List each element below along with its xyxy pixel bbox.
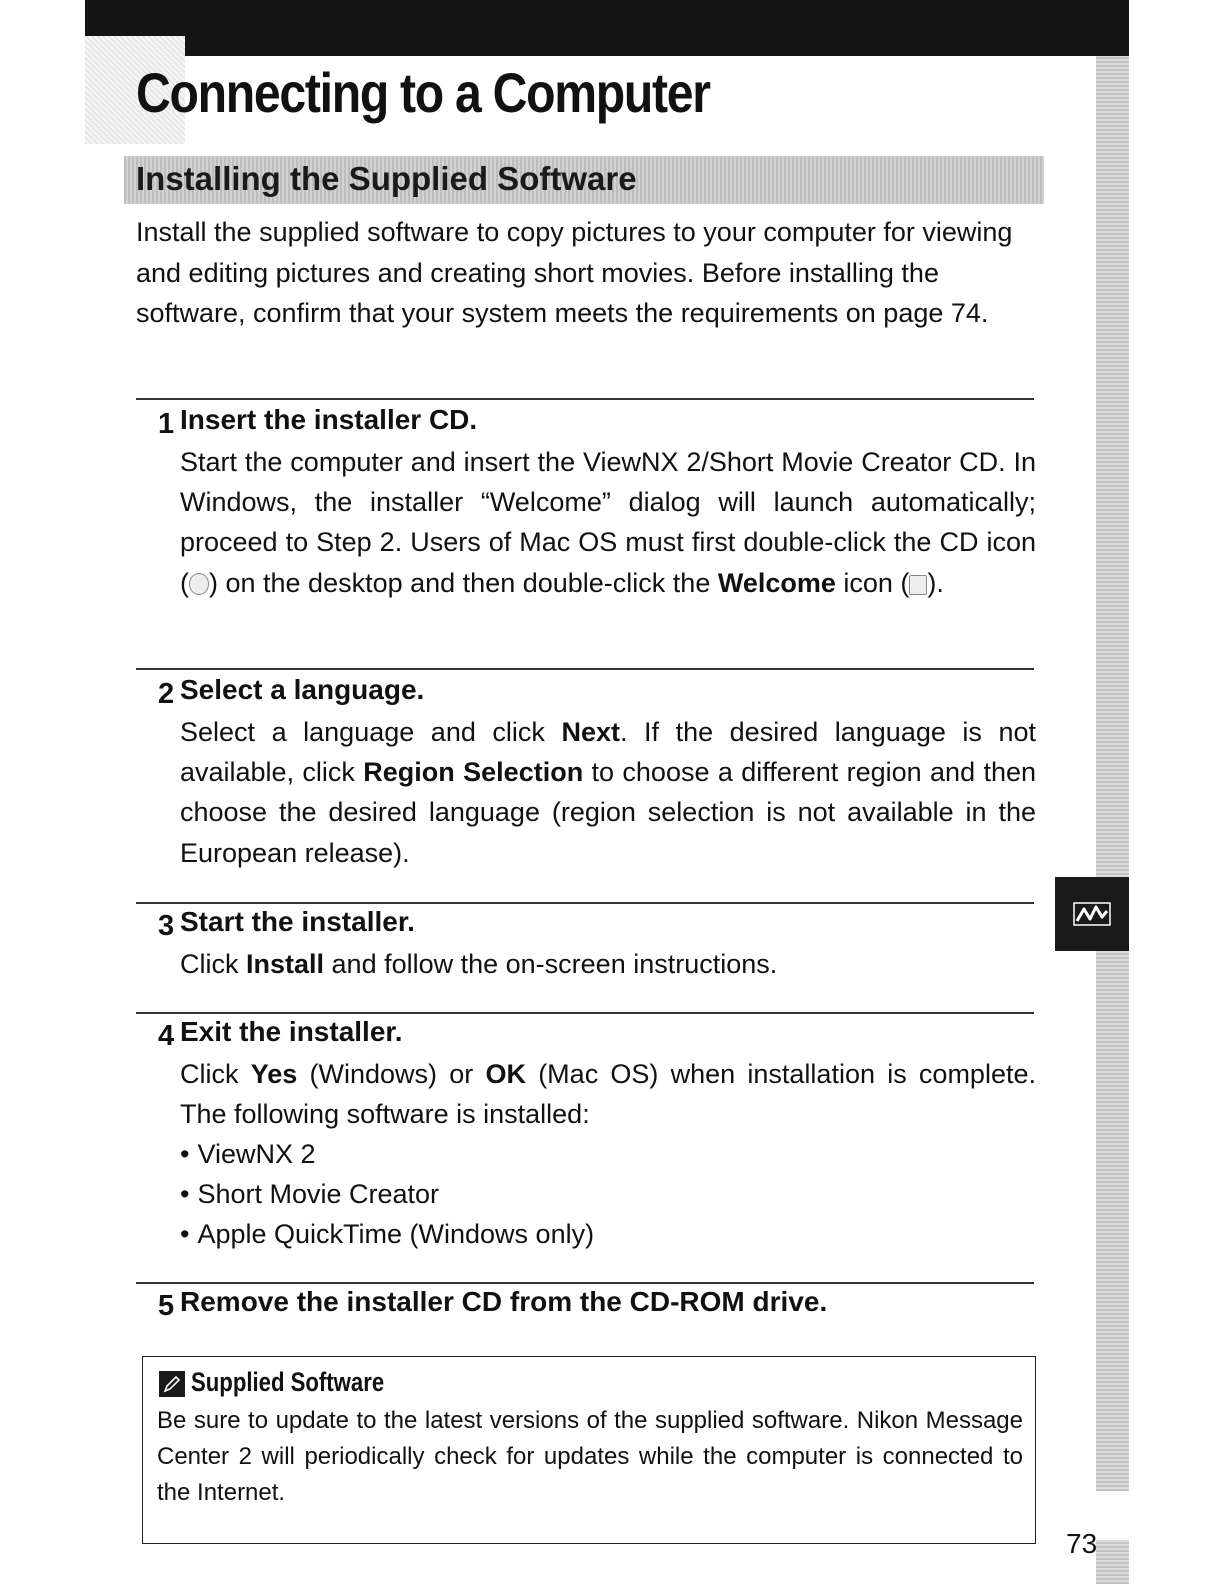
note-title: Supplied Software [191, 1367, 385, 1397]
note-text: Be sure to update to the latest versions of the supplied software. Nikon Message Center 2 will periodically check for updates while the computer is connected to the Internet. [157, 1407, 1023, 1506]
step-heading: Exit the installer. [180, 1016, 403, 1047]
page-number: 73 [1066, 1528, 1098, 1559]
step-number: 1 [158, 408, 175, 440]
top-bar [85, 0, 1129, 56]
side-strip-bottom [1096, 1540, 1129, 1584]
step-divider [136, 668, 1034, 670]
section-heading: Installing the Supplied Software [136, 160, 637, 197]
welcome-icon [909, 575, 927, 595]
chapter-tab [1055, 877, 1129, 951]
step-heading: Remove the installer CD from the CD-ROM drive. [180, 1286, 828, 1317]
step-body: Start the computer and insert the ViewNX 2/Short Movie Creator CD. In Windows, the installer “Welcome” dialog will launch automatically; proceed to Step 2. Users of Mac OS must first double-click the CD icon ( ) on the desktop and then double-click the Welcome icon ( ). [180, 447, 1036, 598]
step-divider [136, 398, 1034, 400]
step-divider [136, 1282, 1034, 1284]
page-title: Connecting to a Computer [136, 61, 710, 124]
installed-software-list [180, 1134, 594, 1255]
note-box [142, 1356, 1036, 1544]
intro-paragraph: Install the supplied software to copy pictures to your computer for viewing and editing pictures and creating short movies. Before installing the software, confirm that your system meets the requirements on page 74. [136, 217, 1013, 328]
step-body: Click Install and follow the on-screen instructions. [180, 949, 778, 979]
connection-icon [1072, 899, 1112, 929]
step-divider [136, 902, 1034, 904]
pencil-icon [159, 1371, 185, 1397]
cd-icon [189, 573, 209, 595]
list-item: • Apple QuickTime (Windows only) [180, 1214, 594, 1254]
step-number: 3 [158, 910, 175, 942]
step-heading: Select a language. [180, 674, 425, 705]
side-strip [1096, 56, 1129, 1491]
step-number: 5 [158, 1290, 175, 1322]
step-number: 2 [158, 678, 175, 710]
step-body: Select a language and click Next. If the desired language is not available, click Region Selection to choose a different region and then choose the desired language (region selection is not available in the European release). [180, 717, 1036, 868]
step-heading: Insert the installer CD. [180, 404, 478, 435]
step-divider [136, 1012, 1034, 1014]
list-item: • ViewNX 2 [180, 1134, 594, 1174]
list-item: • Short Movie Creator [180, 1174, 594, 1214]
step-body: Click Yes (Windows) or OK (Mac OS) when installation is complete. The following software is installed: [180, 1059, 1036, 1130]
step-heading: Start the installer. [180, 906, 415, 937]
step-number: 4 [158, 1020, 175, 1052]
